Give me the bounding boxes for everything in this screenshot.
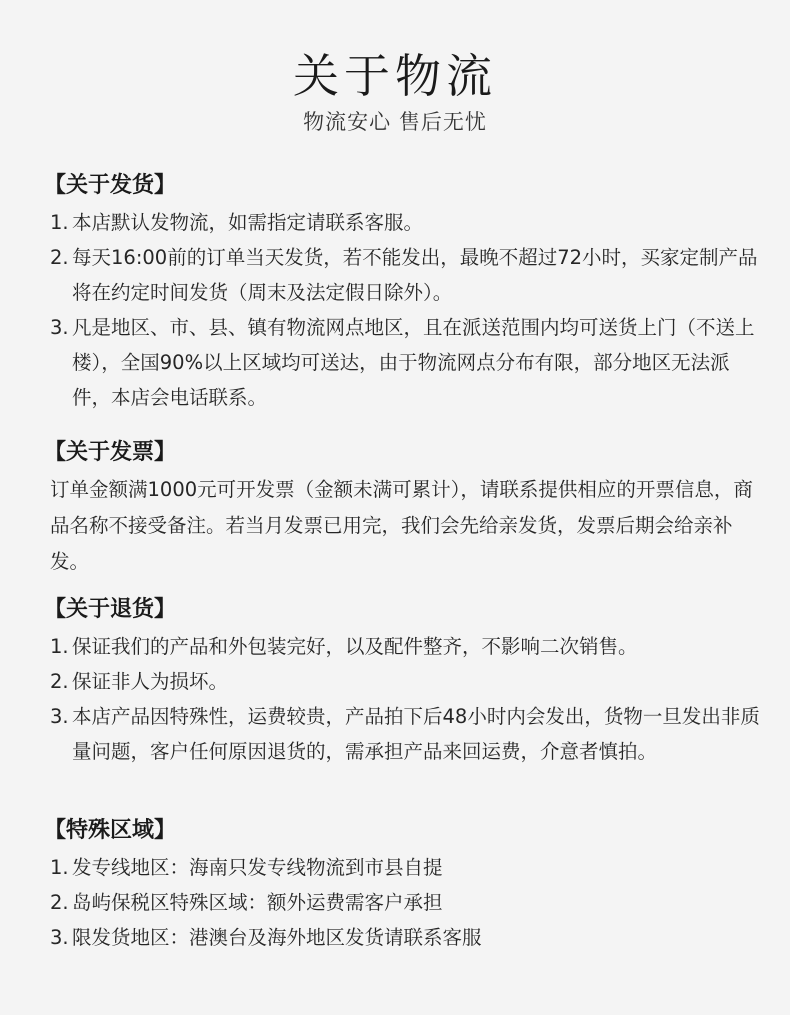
item-number: 1. xyxy=(50,211,69,234)
item-number: 1. xyxy=(50,635,69,658)
item-number: 1. xyxy=(50,856,69,879)
list-item xyxy=(44,240,764,310)
item-number: 3. xyxy=(50,926,69,949)
item-number: 2. xyxy=(50,246,69,269)
returns-section xyxy=(44,594,764,769)
list-item xyxy=(44,664,764,699)
section-title: 【特殊区域】 xyxy=(44,818,177,843)
list-item xyxy=(44,850,764,885)
list-item xyxy=(44,885,764,920)
item-number: 3. xyxy=(50,316,69,339)
item-text: 本店默认发物流，如需指定请联系客服。 xyxy=(72,211,424,234)
list-item xyxy=(44,310,764,415)
list-item xyxy=(44,205,764,240)
item-text: 凡是地区、市、县、镇有物流网点地区，且在派送范围内均可送货上门（不送上楼），全国90%以上区域均可送达，由于物流网点分布有限，部分地区无法派件，本店会电话联系。 xyxy=(72,316,755,409)
item-text: 发专线地区：海南只发专线物流到市县自提 xyxy=(72,856,443,879)
item-text: 保证我们的产品和外包装完好，以及配件整齐，不影响二次销售。 xyxy=(72,635,638,658)
page-subtitle: 物流安心 售后无忧 xyxy=(303,110,487,134)
list-item xyxy=(44,699,764,769)
item-text: 本店产品因特殊性，运费较贵，产品拍下后48小时内会发出，货物一旦发出非质量问题，客户任何原因退货的，需承担产品来回运费，介意者慎拍。 xyxy=(72,705,760,763)
invoice-section xyxy=(44,437,764,580)
item-text: 保证非人为损坏。 xyxy=(72,670,229,693)
list-item xyxy=(44,629,764,664)
item-text: 限发货地区：港澳台及海外地区发货请联系客服 xyxy=(72,926,482,949)
section-title: 【关于退货】 xyxy=(44,597,177,622)
shipping-section xyxy=(44,170,764,415)
page-header xyxy=(0,48,790,136)
page-title: 关于物流 xyxy=(293,49,497,103)
special-region-section xyxy=(44,815,764,955)
item-text: 岛屿保税区特殊区域：额外运费需客户承担 xyxy=(72,891,443,914)
invoice-text: 订单金额满1000元可开发票（金额未满可累计），请联系提供相应的开票信息，商品名称不接受备注。若当月发票已用完，我们会先给亲发货，发票后期会给亲补发。 xyxy=(50,478,753,573)
item-number: 3. xyxy=(50,705,69,728)
item-number: 2. xyxy=(50,670,69,693)
item-number: 2. xyxy=(50,891,69,914)
section-title: 【关于发货】 xyxy=(44,173,177,198)
section-title: 【关于发票】 xyxy=(44,440,177,465)
list-item xyxy=(44,920,764,955)
item-text: 每天16:00前的订单当天发货，若不能发出，最晚不超过72小时，买家定制产品将在约定时间发货（周末及法定假日除外）。 xyxy=(72,246,758,304)
